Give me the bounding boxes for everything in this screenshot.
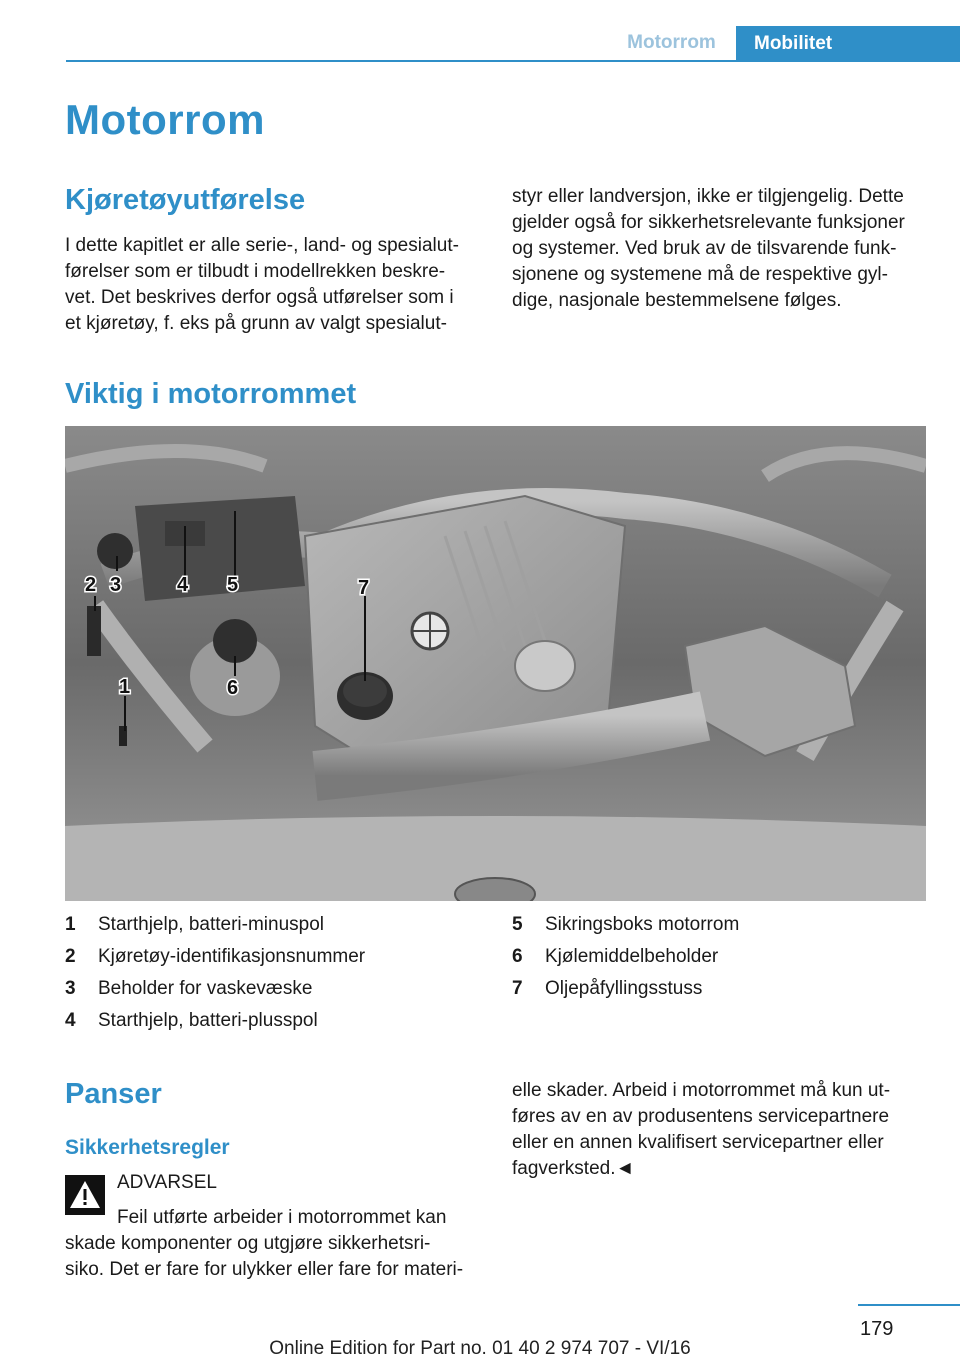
legend-item: [65, 973, 365, 1005]
legend-item: [65, 909, 365, 941]
subheading-sikkerhetsregler: Sikkerhetsregler: [65, 1136, 230, 1159]
text-line: gjelder også for sikkerhetsrelevante funksjoner: [512, 212, 905, 233]
callout-6: 6: [227, 677, 239, 699]
legend-label: Starthjelp, batteri-minuspol: [98, 914, 324, 935]
section3-right-text: [512, 1078, 890, 1182]
warning-text: [65, 1231, 463, 1283]
callout-7: 7: [358, 577, 370, 599]
tab-mobilitet[interactable]: Mobilitet: [736, 26, 960, 62]
legend-number: 6: [512, 946, 523, 967]
legend-item: [512, 973, 739, 1005]
text-line: fagverksted.◄: [512, 1158, 635, 1179]
legend-number: 2: [65, 946, 76, 967]
legend-label: Kjøretøy-identifikasjonsnummer: [98, 946, 366, 967]
text-line: sjonene og systemene må de respektive gyl-: [512, 264, 888, 285]
legend-item: [512, 941, 739, 973]
text-line: et kjøretøy, f. eks på grunn av valgt spesialut-: [65, 313, 447, 334]
legend-number: 7: [512, 978, 523, 999]
engine-bay-illustration: [65, 426, 926, 901]
text-line: I dette kapitlet er alle serie-, land- og spesialut-: [65, 235, 459, 256]
text-line: elle skader. Arbeid i motorrommet må kun ut-: [512, 1080, 891, 1101]
legend-left: [65, 909, 365, 1037]
text-line: og systemer. Ved bruk av de tilsvarende funk-: [512, 238, 897, 259]
section1-left-text: [65, 233, 459, 337]
header-rule: [66, 60, 960, 62]
legend-item: [65, 1005, 365, 1037]
warning-title: ADVARSEL: [117, 1172, 217, 1193]
legend-label: Sikringsboks motorrom: [545, 914, 740, 935]
text-line: eller en annen kvalifisert servicepartner eller: [512, 1132, 884, 1153]
legend-number: 3: [65, 978, 76, 999]
legend-label: Starthjelp, batteri-plusspol: [98, 1010, 318, 1031]
page-number: 179: [860, 1318, 894, 1340]
legend-right: [512, 909, 739, 1005]
legend-number: 4: [65, 1010, 76, 1031]
warning-icon: [65, 1175, 105, 1215]
section-heading-kjoretoyutforelse: Kjøretøyutførelse: [65, 184, 306, 216]
warning-line-1: [117, 1205, 446, 1231]
footer-rule: [858, 1304, 960, 1306]
callout-3: 3: [110, 574, 122, 596]
text-line: Feil utførte arbeider i motorrommet kan: [117, 1207, 447, 1228]
text-line: føres av en av produsentens servicepartnere: [512, 1106, 890, 1127]
edition-footer: Online Edition for Part no. 01 40 2 974 707 - VI/16: [269, 1338, 691, 1359]
callout-2: 2: [85, 574, 97, 596]
section-heading-viktig: Viktig i motorrommet: [65, 378, 357, 410]
callout-1: 1: [119, 676, 131, 698]
tab-motorrom[interactable]: Motorrom: [627, 32, 716, 53]
legend-item: [65, 941, 365, 973]
section-heading-panser: Panser: [65, 1078, 162, 1110]
legend-item: [512, 909, 739, 941]
text-line: vet. Det beskrives derfor også utførelser som i: [65, 287, 454, 308]
legend-number: 1: [65, 914, 76, 935]
text-line: dige, nasjonale bestemmelsene følges.: [512, 290, 842, 311]
legend-label: Kjølemiddelbeholder: [545, 946, 719, 967]
text-line: skade komponenter og utgjøre sikkerhetsri-: [65, 1233, 431, 1254]
legend-number: 5: [512, 914, 523, 935]
section1-right-text: [512, 184, 905, 314]
legend-label: Beholder for vaskevæske: [98, 978, 313, 999]
callout-5: 5: [227, 574, 239, 596]
page-title: Motorrom: [65, 96, 265, 143]
legend-label: Oljepåfyllingsstuss: [545, 978, 703, 999]
text-line: førelser som er tilbudt i modellrekken beskre-: [65, 261, 446, 282]
text-line: styr eller landversjon, ikke er tilgjengelig. Dette: [512, 186, 904, 207]
callout-4: 4: [177, 574, 189, 596]
text-line: siko. Det er fare for ulykker eller fare for materi-: [65, 1259, 464, 1280]
